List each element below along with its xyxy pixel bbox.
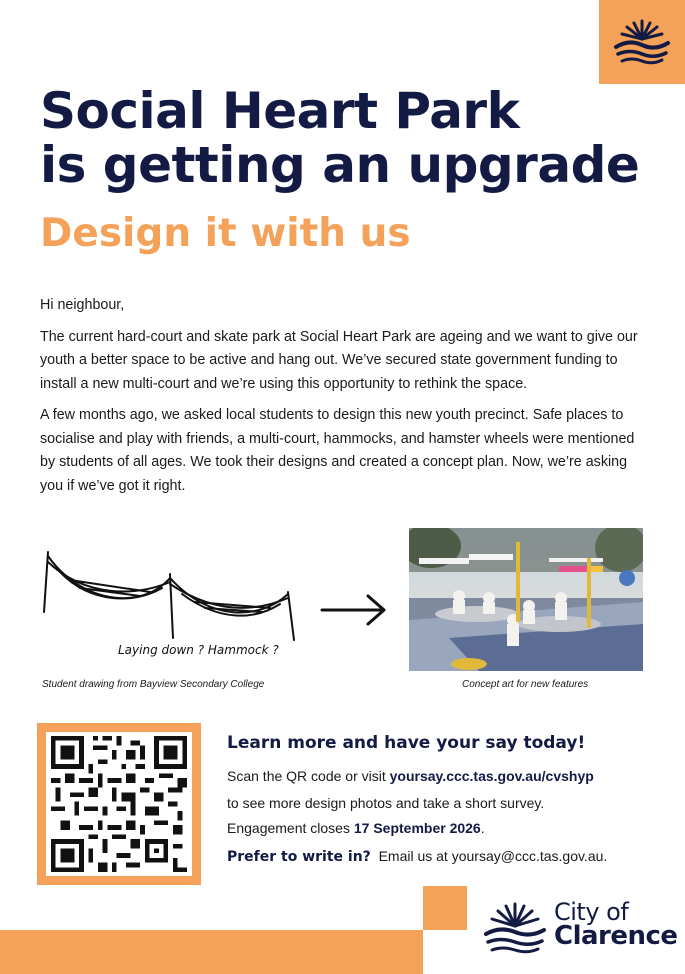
- drawing-handwriting: Laying down ? Hammock ?: [118, 643, 279, 657]
- brand-line-1: City of: [554, 898, 629, 926]
- scan-text: Scan the QR code or visit: [227, 768, 390, 784]
- concept-caption: Concept art for new features: [462, 679, 589, 690]
- cta-closes-line: [227, 820, 485, 836]
- student-drawing: [40, 542, 310, 670]
- qr-code-frame: [37, 723, 201, 885]
- city-of-clarence-logo: [482, 898, 682, 962]
- title-line-2: is getting an upgrade: [40, 136, 640, 194]
- cta-heading: Learn more and have your say today!: [227, 733, 586, 753]
- right-arrow-icon: [318, 590, 390, 630]
- concept-art-image: [409, 528, 643, 671]
- footer-orange-square: [423, 886, 467, 930]
- arrow: [318, 590, 390, 630]
- title-line-1: Social Heart Park: [40, 82, 520, 140]
- closing-date: 17 September 2026: [353, 820, 481, 836]
- qr-code-icon: [51, 736, 187, 872]
- footer-orange-bar: [0, 930, 423, 974]
- survey-url-link[interactable]: yoursay.ccc.tas.gov.au/cvshyp: [389, 768, 594, 784]
- page-title: [40, 84, 639, 192]
- paragraph-1: The current hard-court and skate park at Social Heart Park are ageing and we want to give our youth a better space to be active and hang out. We’ve secured state government funding to install a new multi-court and we’re using this opportunity to rethink the space.: [40, 328, 638, 392]
- qr-code[interactable]: [46, 732, 192, 876]
- paragraph-2: A few months ago, we asked local students to design this new youth precinct. Safe places to socialise and play with friends, a multi-court, hammocks, and hamster wheels were mentioned by students of all ages. We took their designs and created a concept plan. Now, we’re asking you if we’ve got it right.: [40, 407, 635, 494]
- cta-scan-line: [227, 768, 594, 784]
- email-link[interactable]: Email us at yoursay@ccc.tas.gov.au.: [378, 848, 608, 864]
- sun-waves-logo-icon: [482, 900, 548, 958]
- cta-write-line: [227, 848, 607, 865]
- page-subtitle: Design it with us: [40, 211, 411, 256]
- letter-body: [40, 294, 640, 506]
- concept-render: [409, 528, 643, 671]
- write-label: Prefer to write in?: [227, 849, 371, 865]
- greeting: Hi neighbour,: [40, 297, 125, 313]
- closes-text: Engagement closes: [227, 820, 354, 836]
- closes-suffix: .: [480, 820, 485, 836]
- sun-waves-logo-icon: [612, 17, 672, 67]
- corner-logo: [599, 0, 685, 84]
- drawing-caption: Student drawing from Bayview Secondary College: [42, 679, 265, 690]
- hammock-sketch: [40, 542, 310, 670]
- brand-line-2: Clarence: [554, 921, 678, 951]
- cta-more-line: to see more design photos and take a short survey.: [227, 795, 545, 811]
- brand-name: [554, 898, 678, 951]
